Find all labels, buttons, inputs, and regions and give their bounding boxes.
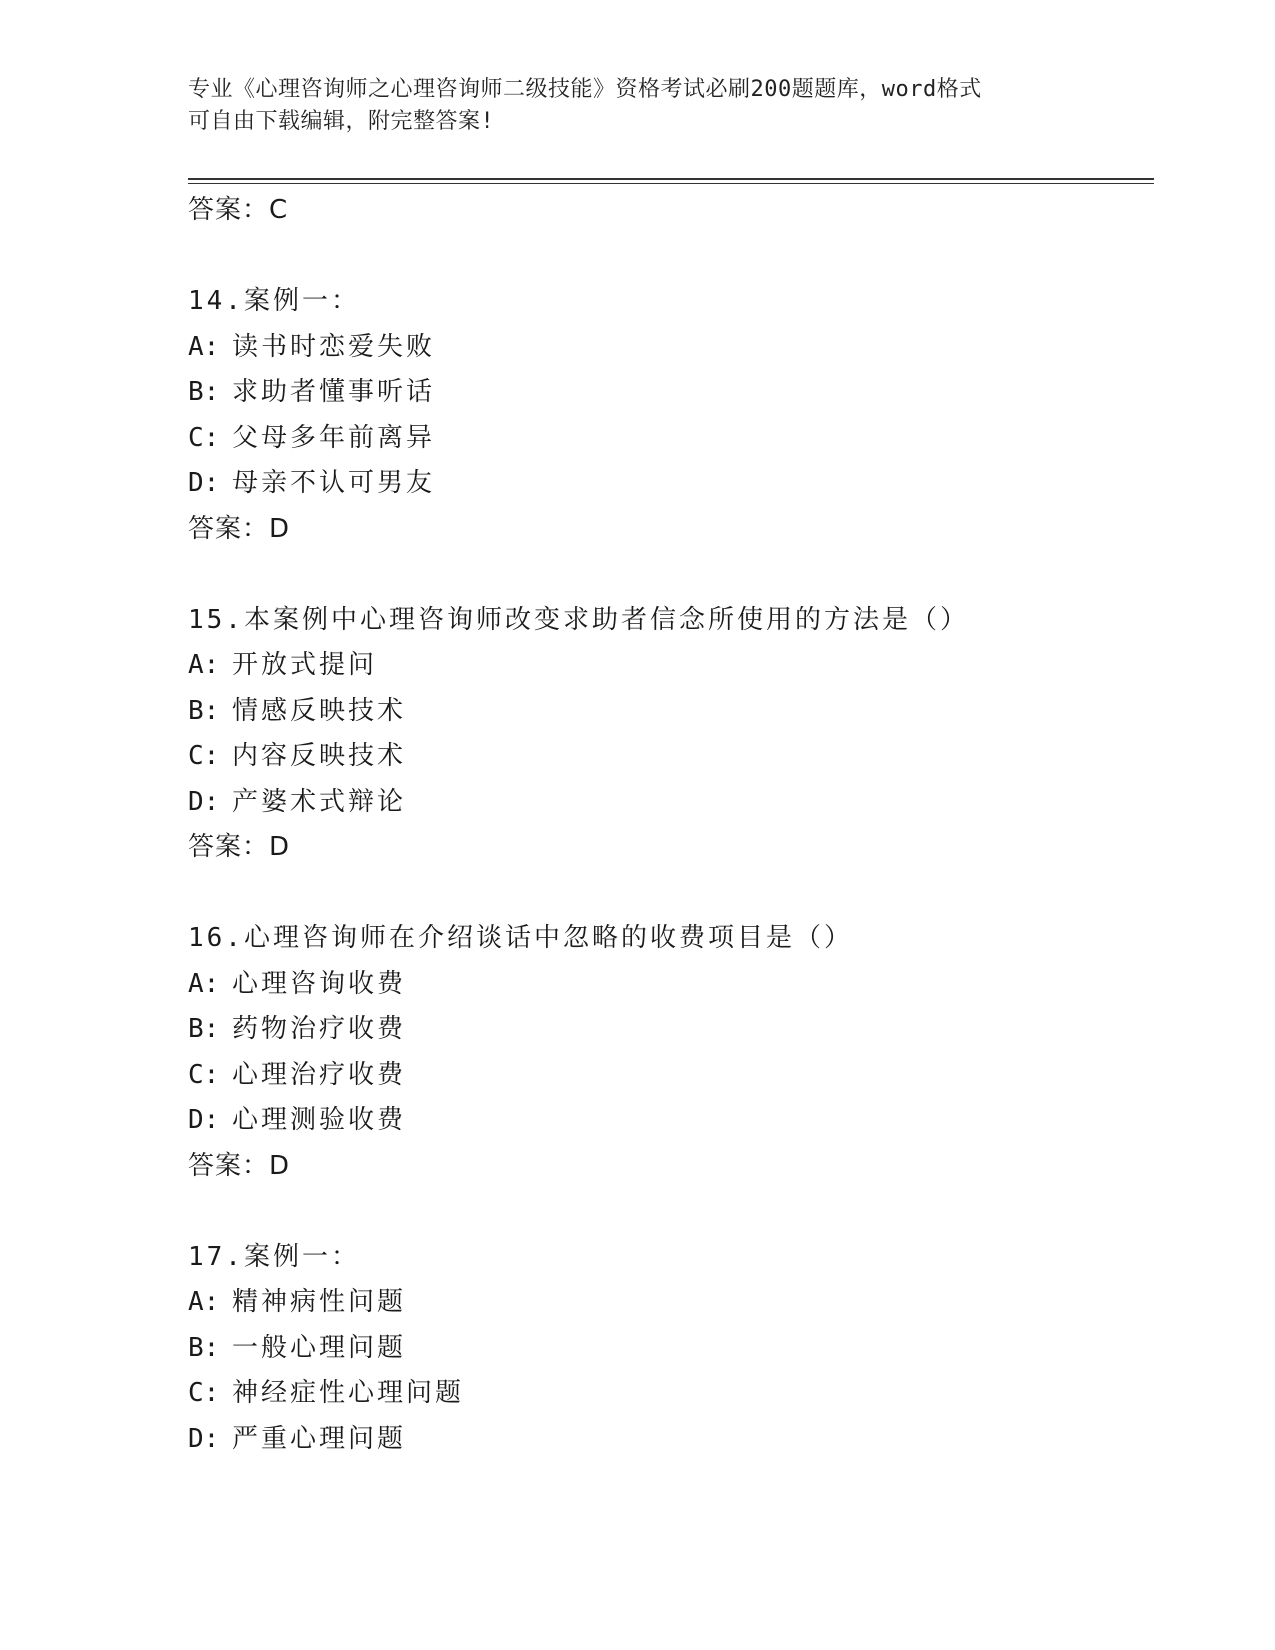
option-text: 父母多年前离异 — [232, 422, 436, 453]
option-text: 一般心理问题 — [232, 1332, 407, 1363]
option-text: 读书时恋爱失败 — [232, 331, 436, 362]
spacer — [188, 552, 1148, 598]
option-a — [188, 643, 1148, 689]
spacer — [188, 871, 1148, 917]
option-label: B: — [188, 1014, 220, 1044]
question-block — [188, 916, 1148, 1189]
option-label: B: — [188, 1332, 220, 1363]
option-text: 母亲不认可男友 — [232, 468, 436, 498]
option-label: C: — [188, 1378, 220, 1408]
option-text: 药物治疗收费 — [232, 1014, 407, 1044]
header-line-1: 专业《心理咨询师之心理咨询师二级技能》资格考试必刷200题题库，word格式 — [188, 77, 982, 102]
option-label: D: — [188, 1423, 220, 1454]
option-label: D: — [188, 786, 220, 817]
answer-line: 答案：D — [188, 832, 291, 862]
question-stem: 16.心理咨询师在介绍谈话中忽略的收费项目是（） — [188, 923, 853, 953]
option-text: 心理测验收费 — [232, 1105, 407, 1135]
option-label: A: — [188, 1287, 220, 1317]
option-b — [188, 689, 1148, 735]
option-label: A: — [188, 968, 220, 999]
option-c — [188, 734, 1148, 780]
header-line-2: 可自由下载编辑，附完整答案! — [188, 109, 495, 134]
option-text: 心理咨询收费 — [232, 968, 407, 999]
option-d — [188, 461, 1148, 507]
option-d — [188, 1417, 1148, 1463]
option-text: 产婆术式辩论 — [232, 786, 407, 817]
spacer — [188, 1189, 1148, 1235]
option-text: 心理治疗收费 — [232, 1059, 407, 1090]
option-a — [188, 962, 1148, 1008]
option-d — [188, 780, 1148, 826]
question-stem: 15.本案例中心理咨询师改变求助者信念所使用的方法是（） — [188, 604, 969, 635]
option-text: 精神病性问题 — [232, 1287, 407, 1317]
option-label: D: — [188, 1105, 220, 1135]
question-block — [188, 1235, 1148, 1463]
option-a — [188, 325, 1148, 371]
option-label: C: — [188, 1059, 220, 1090]
header-divider — [188, 178, 1154, 184]
option-label: A: — [188, 650, 220, 680]
option-c — [188, 1053, 1148, 1099]
answer-line: 答案：C — [188, 195, 289, 225]
question-block — [188, 598, 1148, 871]
option-c — [188, 416, 1148, 462]
option-b — [188, 1007, 1148, 1053]
option-text: 求助者懂事听话 — [232, 377, 436, 407]
question-stem: 14.案例一： — [188, 286, 360, 316]
question-stem: 17.案例一： — [188, 1241, 360, 1272]
option-label: B: — [188, 377, 220, 407]
option-b — [188, 1326, 1148, 1372]
option-b — [188, 370, 1148, 416]
option-text: 内容反映技术 — [232, 741, 407, 771]
option-a — [188, 1280, 1148, 1326]
option-c — [188, 1371, 1148, 1417]
spacer — [188, 234, 1148, 280]
option-text: 情感反映技术 — [232, 695, 407, 726]
option-label: B: — [188, 695, 220, 726]
answer-line: 答案：D — [188, 513, 291, 544]
option-d — [188, 1098, 1148, 1144]
option-text: 神经症性心理问题 — [232, 1378, 465, 1408]
option-text: 开放式提问 — [232, 650, 378, 680]
option-label: D: — [188, 468, 220, 498]
option-label: C: — [188, 422, 220, 453]
page-header — [188, 74, 1088, 138]
option-label: C: — [188, 741, 220, 771]
question-block — [188, 279, 1148, 552]
answer-line: 答案：D — [188, 1150, 291, 1181]
option-label: A: — [188, 331, 220, 362]
option-text: 严重心理问题 — [232, 1423, 407, 1454]
question-list — [188, 188, 1148, 1462]
